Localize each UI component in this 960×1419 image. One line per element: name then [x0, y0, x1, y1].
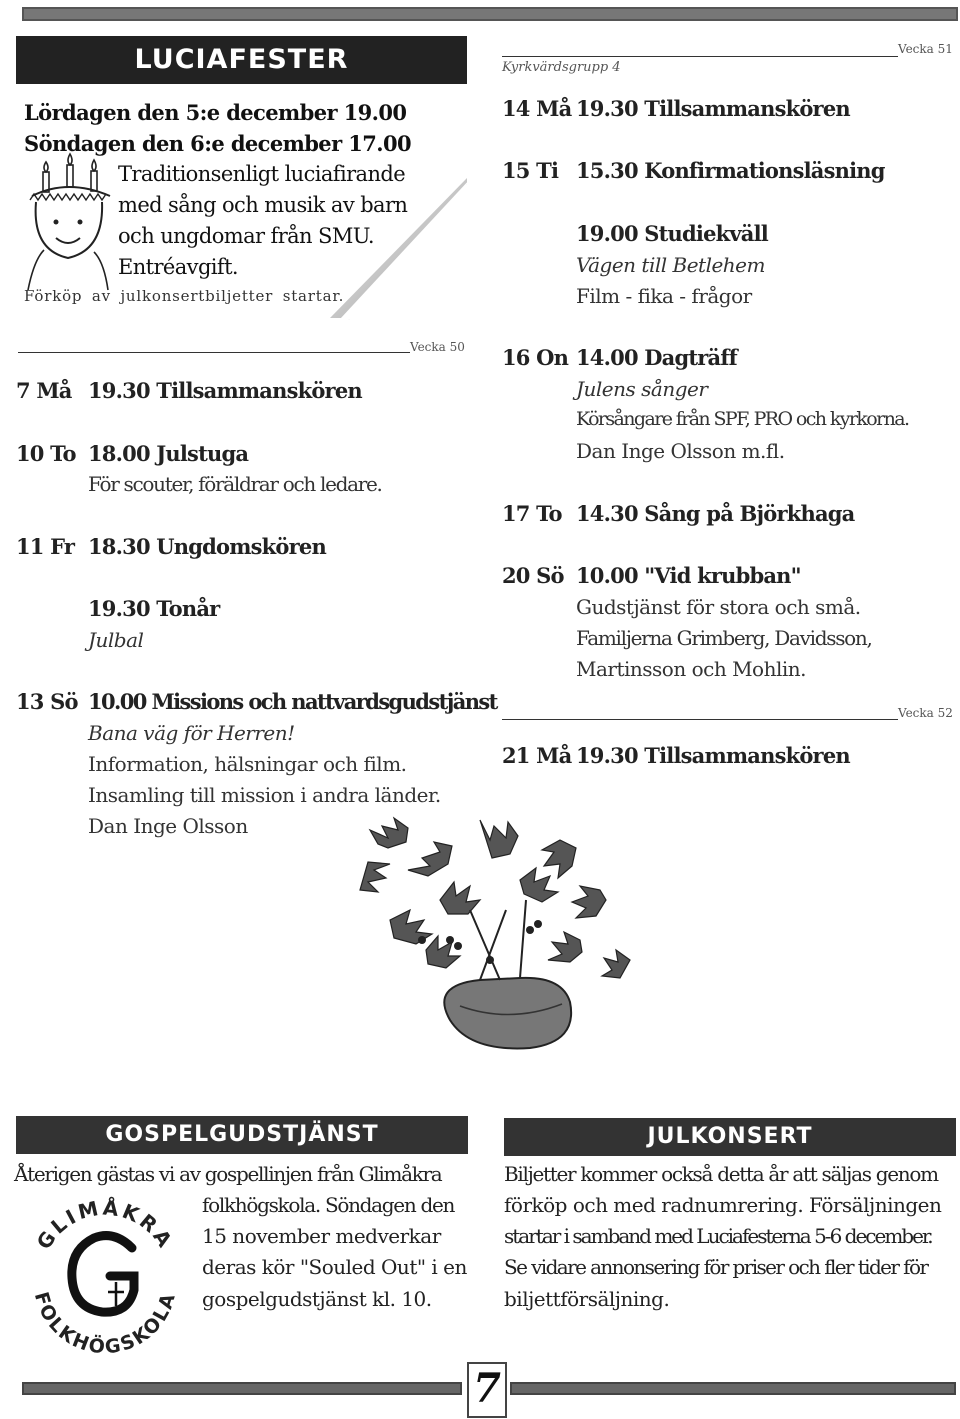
event-desc: Julbal — [88, 628, 144, 652]
event-title: 15.30 Konfirmationsläsning — [576, 158, 885, 183]
julkonsert-line-1: Biljetter kommer också detta år att säljas genom — [504, 1162, 938, 1186]
event-title: 18.30 Ungdomskören — [88, 534, 326, 559]
svg-text:FOLKHÖGSKOLA: FOLKHÖGSKOLA — [29, 1289, 181, 1359]
lucia-desc-1: Traditionsenligt luciafirande — [118, 162, 406, 186]
glimakra-logo-icon — [20, 1190, 190, 1360]
lucia-desc-3: och ungdomar från SMU. — [118, 224, 374, 248]
event-desc: Körsångare från SPF, PRO och kyrkorna. — [576, 408, 909, 430]
week-50-rule — [18, 352, 410, 353]
event-desc: Julens sånger — [576, 377, 708, 401]
julkonsert-line-3: startar i samband med Luciafesterna 5-6 december. — [504, 1224, 932, 1248]
lucia-crown-face-icon — [18, 150, 118, 300]
event-title: 10.00 Missions och nattvardsgudstjänst — [88, 689, 497, 714]
event-title: 19.00 Studiekväll — [576, 221, 768, 246]
day-label: 14 Må — [502, 96, 572, 121]
day-label: 7 Må — [16, 378, 72, 403]
gospel-line-3: 15 november medverkar — [202, 1224, 441, 1248]
week-51-label: Vecka 51 — [898, 42, 953, 56]
gospel-title: GOSPELGUDSTJÄNST — [16, 1116, 468, 1154]
lucia-desc-2: med sång och musik av barn — [118, 193, 408, 217]
event-desc: Dan Inge Olsson — [88, 814, 248, 838]
lucia-date-1: Lördagen den 5:e december 19.00 — [24, 100, 407, 125]
julkonsert-line-2: förköp och med radnumrering. Försäljningen — [504, 1193, 942, 1217]
event-desc: Martinsson och Mohlin. — [576, 657, 806, 681]
week-51-rule — [502, 56, 898, 57]
lucia-presale: Förköp av julkonsertbiljetter startar. — [24, 287, 345, 305]
svg-text:GLIMÅKRA: GLIMÅKRA — [31, 1195, 179, 1254]
event-title: 19.30 Tonår — [88, 596, 220, 621]
bottom-bar-right — [510, 1382, 956, 1395]
julkonsert-line-4: Se vidare annonsering för priser och fler tider för — [504, 1255, 928, 1279]
week-52-rule — [502, 719, 898, 720]
day-label: 13 Sö — [16, 689, 78, 714]
event-title: 19.30 Tillsammanskören — [576, 96, 850, 121]
gospel-line-4: deras kör "Souled Out" i en — [202, 1255, 467, 1279]
kyrkvard-group: Kyrkvärdsgrupp 4 — [502, 60, 621, 75]
holly-plant-icon — [330, 790, 670, 1070]
event-title: 14.00 Dagträff — [576, 345, 737, 370]
event-desc: Information, hälsningar och film. — [88, 752, 407, 776]
event-desc: Vägen till Betlehem — [576, 253, 765, 277]
gospel-line-1: Återigen gästas vi av gospellinjen från Glimåkra — [14, 1162, 442, 1186]
event-title: 18.00 Julstuga — [88, 441, 249, 466]
day-label: 20 Sö — [502, 563, 564, 588]
gospel-line-2: folkhögskola. Söndagen den — [202, 1193, 455, 1217]
julkonsert-title: JULKONSERT — [504, 1118, 956, 1156]
event-desc: Gudstjänst för stora och små. — [576, 595, 861, 619]
event-desc: Film - fika - frågor — [576, 284, 752, 308]
day-label: 17 To — [502, 501, 562, 526]
day-label: 11 Fr — [16, 534, 75, 559]
event-title: 19.30 Tillsammanskören — [576, 743, 850, 768]
week-52-label: Vecka 52 — [898, 706, 953, 720]
day-label: 21 Må — [502, 743, 572, 768]
event-title: 14.30 Sång på Björkhaga — [576, 501, 855, 526]
julkonsert-line-5: biljettförsäljning. — [504, 1287, 670, 1311]
day-label: 16 On — [502, 345, 569, 370]
day-label: 15 Ti — [502, 158, 559, 183]
lucia-date-2: Söndagen den 6:e december 17.00 — [24, 131, 412, 156]
event-title: 19.30 Tillsammanskören — [88, 378, 362, 403]
gospel-line-5: gospelgudstjänst kl. 10. — [202, 1287, 432, 1311]
lucia-desc-4: Entréavgift. — [118, 255, 238, 279]
day-label: 10 To — [16, 441, 76, 466]
bottom-bar-left — [22, 1382, 462, 1395]
top-bar — [22, 7, 958, 21]
week-50-label: Vecka 50 — [410, 340, 465, 354]
event-title: 10.00 "Vid krubban" — [576, 563, 801, 588]
event-desc: Insamling till mission i andra länder. — [88, 783, 441, 807]
event-desc: Dan Inge Olsson m.fl. — [576, 439, 785, 463]
event-desc: Familjerna Grimberg, Davidsson, — [576, 626, 872, 650]
event-desc: För scouter, föräldrar och ledare. — [88, 472, 382, 496]
lucia-title: LUCIAFESTER — [16, 36, 467, 84]
page-number: 7 — [467, 1362, 507, 1418]
event-desc: Bana väg för Herren! — [88, 721, 295, 745]
